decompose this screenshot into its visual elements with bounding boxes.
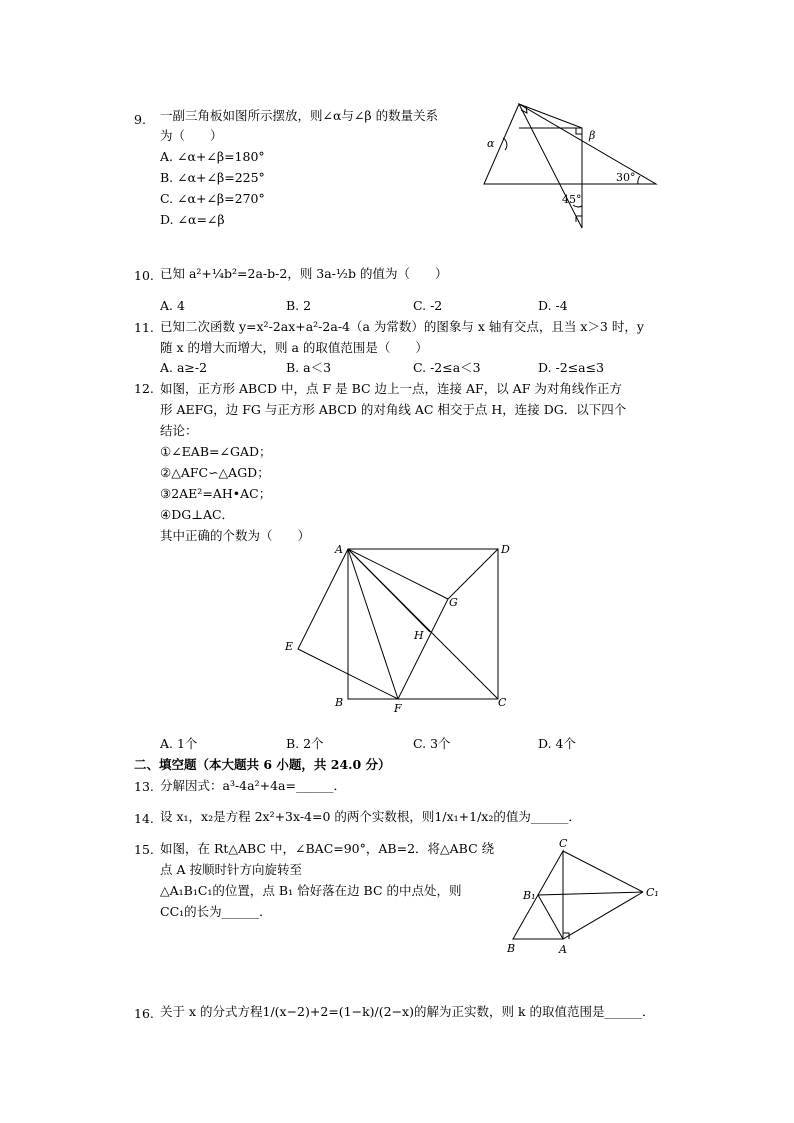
q11-text-line1: 已知二次函数 y=x²-2ax+a²-2a-4（a 为常数）的图象与 x 轴有交点，且当 x＞3 时，y — [160, 319, 644, 334]
q12-label-c: C — [498, 696, 507, 709]
q15-text-line4: CC₁的长为______． — [160, 904, 272, 919]
q15-label-c: C — [559, 837, 568, 850]
q12-option-c: C. 3个 — [413, 736, 451, 751]
q12-label-e: E — [285, 640, 294, 653]
q15-text-line2: 点 A 按顺时针方向旋转至 — [160, 862, 302, 877]
q12-label-b: B — [335, 696, 344, 709]
q11-option-a: A. a≥-2 — [160, 360, 208, 375]
q14-number: 14. — [134, 811, 154, 826]
q13-number: 13. — [134, 779, 154, 794]
q15-label-b1: B₁ — [523, 889, 536, 902]
q12-conclusion-3: ③2AE²=AH•AC； — [160, 486, 272, 501]
q12-label-a: A — [335, 543, 343, 556]
q9-45-label: 45° — [562, 193, 582, 206]
q15-label-a: A — [559, 943, 567, 956]
q11-option-c: C. -2≤a＜3 — [413, 360, 481, 375]
q12-label-g: G — [449, 596, 458, 609]
q16-text: 关于 x 的分式方程1/(x−2)+2=(1−k)/(2−x)的解为正实数，则 k 的取值范围是______． — [160, 1004, 655, 1019]
q9-option-c: C. ∠α+∠β=270° — [160, 191, 265, 206]
q12-option-b: B. 2个 — [286, 736, 324, 751]
q9-option-d: D. ∠α=∠β — [160, 212, 225, 227]
q12-conclusion-1: ①∠EAB=∠GAD； — [160, 444, 272, 459]
q12-text-line2: 形 AEFG，边 FG 与正方形 ABCD 的对角线 AC 相交于点 H，连接 DG．以下四个 — [160, 402, 627, 417]
q10-option-a: A. 4 — [160, 298, 185, 313]
q15-segment-cc1 — [563, 851, 643, 892]
q13-text: 分解因式：a³-4a²+4a=______． — [160, 778, 346, 793]
q9-30-label: 30° — [616, 171, 636, 184]
q10-text: 已知 a²+¼b²=2a-b-2，则 3a-½b 的值为（ ） — [160, 266, 448, 281]
q10-option-c: C. -2 — [413, 298, 443, 313]
q9-text-line1: 一副三角板如图所示摆放，则∠α与∠β 的数量关系 — [160, 108, 439, 123]
q12-text-line1: 如图，正方形 ABCD 中，点 F 是 BC 边上一点，连接 AF，以 AF 为对角线作正方 — [160, 381, 622, 396]
q9-beta-label: β — [589, 129, 596, 142]
q12-conclusion-4: ④DG⊥AC． — [160, 507, 235, 522]
q12-option-a: A. 1个 — [160, 736, 198, 751]
q10-option-b: B. 2 — [286, 298, 312, 313]
q11-option-b: B. a＜3 — [286, 360, 332, 375]
q11-text-line2: 随 x 的增大而增大，则 a 的取值范围是（ ） — [160, 340, 428, 355]
q15-triangle-ab1c1 — [538, 892, 643, 939]
section-heading-fill-in: 二、填空题（本大题共 6 小题，共 24.0 分） — [134, 757, 391, 772]
q12-label-f: F — [394, 702, 402, 715]
q10-option-d: D. -4 — [538, 298, 568, 313]
q12-label-h: H — [414, 629, 424, 642]
q11-number: 11. — [134, 320, 154, 335]
q12-number: 12. — [134, 381, 154, 396]
q12-conclusion-2: ②△AFC∽△AGD； — [160, 465, 270, 480]
q12-label-d: D — [501, 543, 510, 556]
q9-option-b: B. ∠α+∠β=225° — [160, 170, 265, 185]
q12-text-line3: 结论： — [160, 423, 198, 438]
q10-number: 10. — [134, 268, 154, 283]
q15-text-line1: 如图，在 Rt△ABC 中，∠BAC=90°，AB=2．将△ABC 绕 — [160, 841, 495, 856]
q11-option-d: D. -2≤a≤3 — [538, 360, 605, 375]
q9-number: 9. — [134, 112, 146, 127]
q9-alpha-label: α — [487, 137, 495, 150]
q9-text-line2: 为（ ） — [160, 128, 223, 143]
q15-label-b: B — [507, 942, 516, 955]
q14-text: 设 x₁，x₂是方程 2x²+3x-4=0 的两个实数根，则1/x₁+1/x₂的值为______． — [160, 809, 581, 824]
q15-number: 15. — [134, 842, 154, 857]
q12-question: 其中正确的个数为（ ） — [160, 528, 311, 543]
q9-option-a: A. ∠α+∠β=180° — [160, 149, 265, 164]
q16-number: 16. — [134, 1006, 154, 1021]
q12-option-d: D. 4个 — [538, 736, 576, 751]
q15-label-c1: C₁ — [646, 886, 659, 899]
q15-text-line3: △A₁B₁C₁的位置，点 B₁ 恰好落在边 BC 的中点处，则 — [160, 883, 462, 898]
